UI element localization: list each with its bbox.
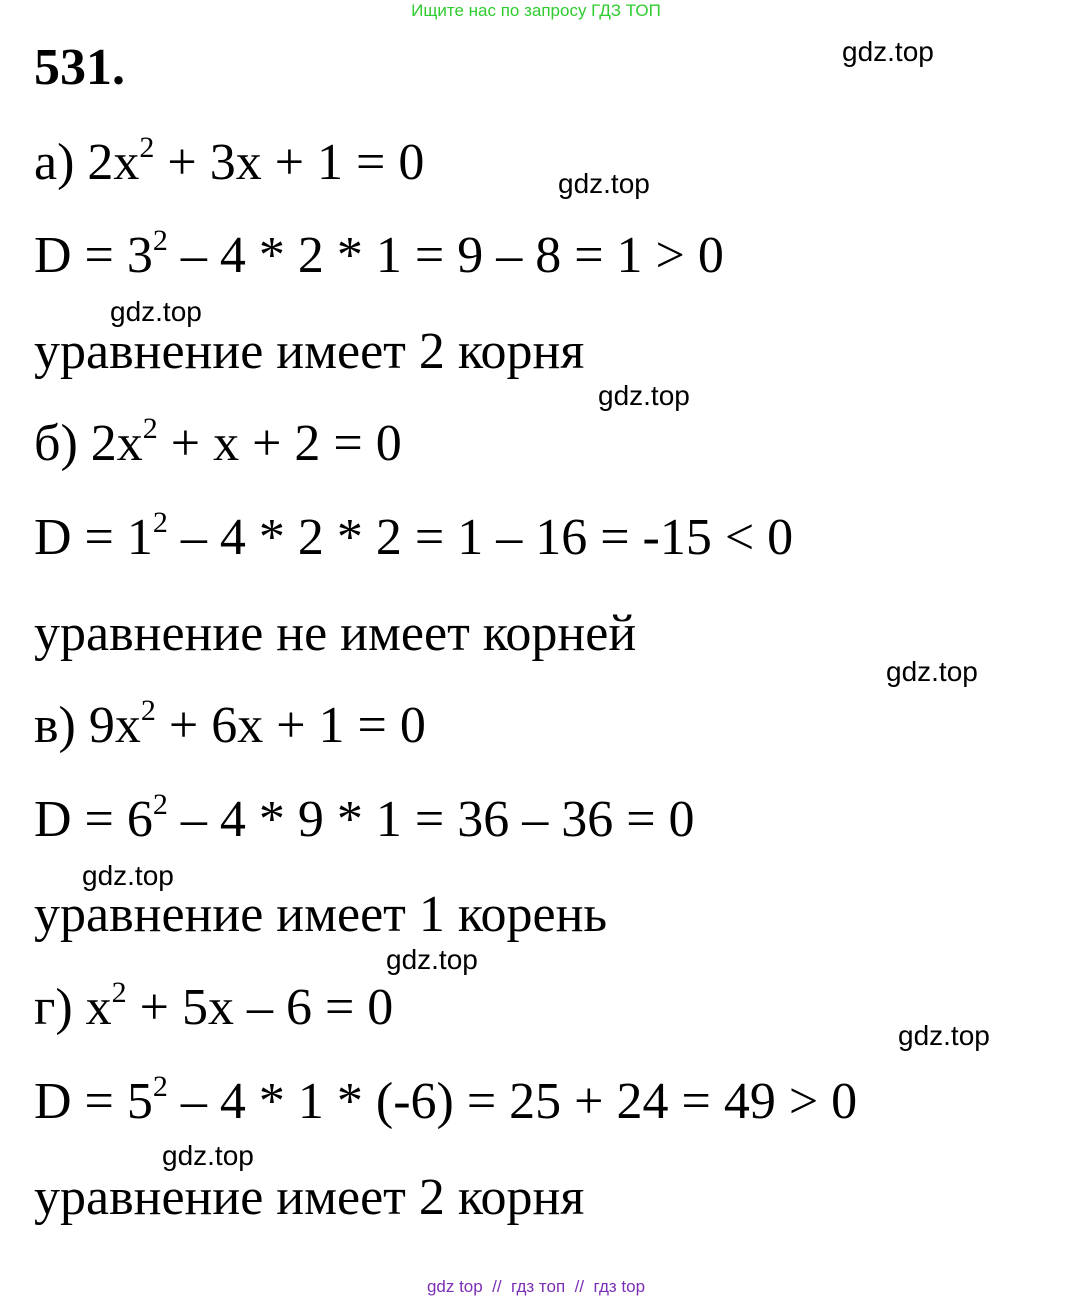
banner-text: Ищите нас по запросу ГДЗ ТОП <box>411 1 661 20</box>
equation-v <box>34 693 426 756</box>
discriminant-g-rest: – 4 * 1 * (-6) = 25 + 24 = 49 > 0 <box>180 1073 858 1130</box>
discriminant-a <box>34 223 724 286</box>
footer-text: gdz top // гдз топ // гдз top <box>426 1277 646 1296</box>
part-label-a: а) <box>34 134 75 191</box>
discriminant-g <box>34 1069 858 1132</box>
conclusion-a: уравнение имеет 2 корня <box>34 323 585 380</box>
watermark: gdz.top <box>898 1020 990 1051</box>
equation-v-exp: 2 <box>140 693 156 727</box>
watermark: gdz.top <box>162 1140 254 1171</box>
equation-a <box>34 130 425 193</box>
watermark: gdz.top <box>842 36 934 67</box>
equation-g-exp: 2 <box>111 975 127 1009</box>
discriminant-b-base: D = 1 <box>34 509 153 566</box>
discriminant-v-rest: – 4 * 9 * 1 = 36 – 36 = 0 <box>180 791 695 848</box>
watermark: gdz.top <box>82 860 174 891</box>
part-label-v: в) <box>34 697 76 754</box>
equation-g <box>34 975 394 1038</box>
discriminant-a-exp: 2 <box>152 223 168 257</box>
part-label-b: б) <box>34 415 78 472</box>
discriminant-b-rest: – 4 * 2 * 2 = 1 – 16 = -15 < 0 <box>180 509 794 566</box>
discriminant-b-exp: 2 <box>152 505 168 539</box>
equation-g-rest: + 5x – 6 = 0 <box>139 979 394 1036</box>
discriminant-g-base: D = 5 <box>34 1073 153 1130</box>
equation-b-coef: 2x <box>90 415 143 472</box>
footer <box>0 1276 1072 1298</box>
discriminant-v-base: D = 6 <box>34 791 153 848</box>
watermark: gdz.top <box>558 168 650 199</box>
equation-a-rest: + 3x + 1 = 0 <box>167 134 425 191</box>
top-banner <box>0 0 1072 22</box>
equation-a-exp: 2 <box>139 130 155 164</box>
discriminant-a-base: D = 3 <box>34 227 153 284</box>
equation-g-coef: x <box>85 979 112 1036</box>
watermark: gdz.top <box>886 656 978 687</box>
conclusion-v: уравнение имеет 1 корень <box>34 886 608 943</box>
discriminant-v-exp: 2 <box>152 787 168 821</box>
watermark: gdz.top <box>110 296 202 327</box>
discriminant-v <box>34 787 695 850</box>
part-label-g: г) <box>34 979 73 1036</box>
discriminant-b <box>34 505 794 568</box>
equation-b-rest: + x + 2 = 0 <box>170 415 402 472</box>
watermark: gdz.top <box>386 944 478 975</box>
equation-a-coef: 2x <box>87 134 140 191</box>
problem-number: 531. <box>34 39 125 96</box>
equation-v-coef: 9x <box>88 697 141 754</box>
watermark: gdz.top <box>598 380 690 411</box>
equation-v-rest: + 6x + 1 = 0 <box>168 697 426 754</box>
equation-b <box>34 411 402 474</box>
conclusion-g: уравнение имеет 2 корня <box>34 1169 585 1226</box>
discriminant-a-rest: – 4 * 2 * 1 = 9 – 8 = 1 > 0 <box>180 227 724 284</box>
discriminant-g-exp: 2 <box>152 1069 168 1103</box>
conclusion-b: уравнение не имеет корней <box>34 605 637 662</box>
equation-b-exp: 2 <box>142 411 158 445</box>
